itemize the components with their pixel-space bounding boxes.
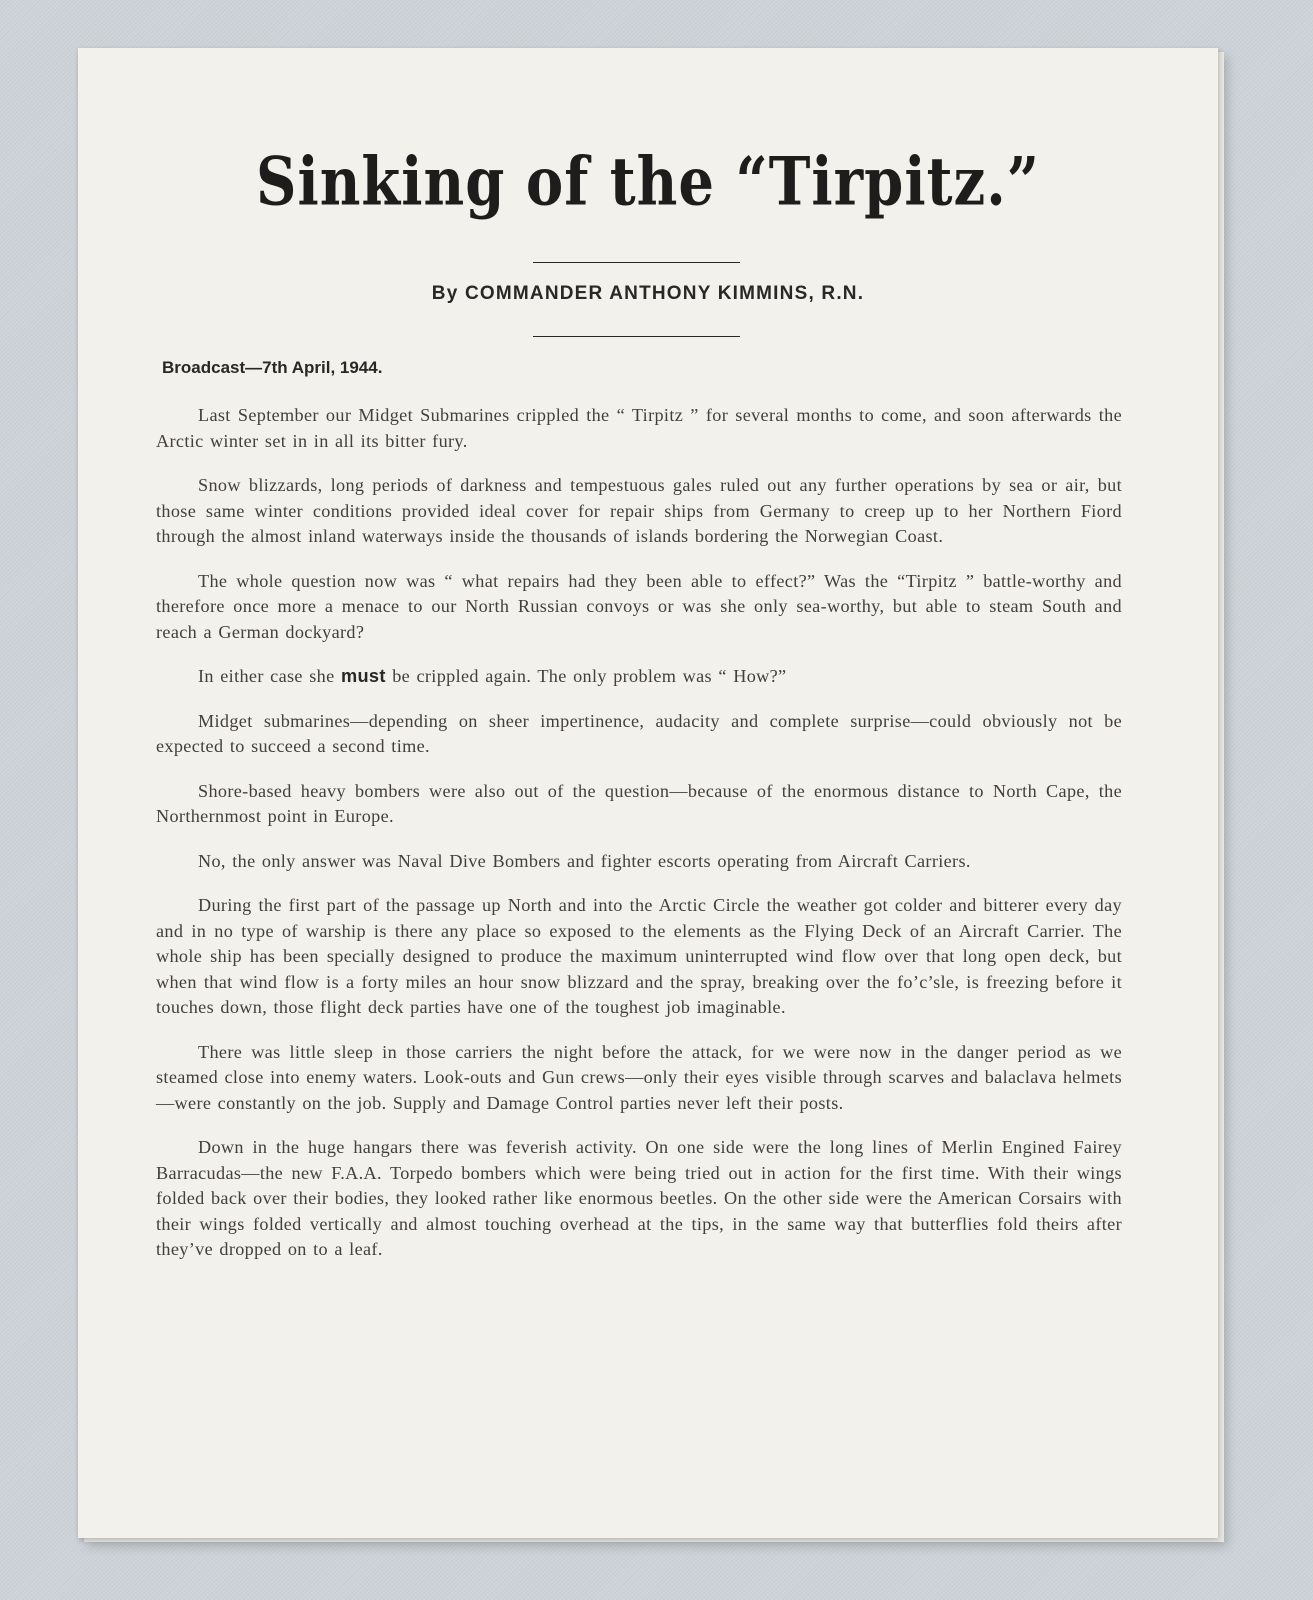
- author-byline: By COMMANDER ANTHONY KIMMINS, R.N.: [431, 283, 865, 304]
- paragraph-9: There was little sleep in those carriers the night before the attack, for we were now in the danger period as we steamed close into enemy waters. Look-outs and Gun crews—only their eyes visible through scarves and balaclava helmets—were constantly on the job. Supply and Damage Control parties never left their posts.: [156, 1041, 1122, 1113]
- paragraph-2: Snow blizzards, long periods of darkness and tempestuous gales ruled out any further operations by sea or air, but those same winter conditions provided ideal cover for repair ships from Germany to creep up to her Northern Fiord through the almost inland waterways inside the thousands of islands bordering the Norwegian Coast.: [156, 475, 1122, 546]
- paragraph-4: [156, 664, 1122, 690]
- document-page: [78, 48, 1218, 1538]
- document-title: Sinking of the “Tirpitz.”: [256, 143, 1040, 221]
- paragraph-1: Last September our Midget Submarines crippled the “ Tirpitz ” for several months to come, and soon afterwards the Arctic winter set in in all its bitter fury.: [156, 405, 1122, 451]
- paragraph-3: The whole question now was “ what repairs had they been able to effect?” Was the “Tirpitz ” battle-worthy and therefore once more a menace to our North Russian convoys or was she only sea-worthy, but able to steam South and reach a German dockyard?: [156, 570, 1122, 642]
- title-divider-bottom: [533, 336, 740, 337]
- broadcast-date: Broadcast—7th April, 1944.: [162, 358, 383, 377]
- document-body: [156, 403, 1122, 1282]
- paragraph-5: Midget submarines—depending on sheer impertinence, audacity and complete surprise—could obviously not be expected to succeed a second time.: [156, 710, 1122, 756]
- paragraph-8: During the first part of the passage up North and into the Arctic Circle the weather got colder and bitterer every day and in no type of warship is there any place so exposed to the elements as the Flying Deck of an Aircraft Carrier. The whole ship has been specially designed to produce the maximum uninterrupted wind flow over that long open deck, but when that wind flow is a forty miles an hour snow blizzard and the spray, breaking over the fo’c’sle, is freezing before it touches down, those flight deck parties have one of the toughest job imaginable.: [156, 895, 1122, 1017]
- title-divider-top: [533, 262, 740, 263]
- paragraph-4-before: In either case she: [198, 666, 341, 686]
- emphasis-must: must: [340, 666, 386, 686]
- paragraph-6: Shore-based heavy bombers were also out of the question—because of the enormous distance to North Cape, the Northernmost point in Europe.: [156, 780, 1122, 826]
- paragraph-4-after: be crippled again. The only problem was “ How?”: [385, 666, 787, 686]
- paragraph-7: No, the only answer was Naval Dive Bombers and fighter escorts operating from Aircraft Carriers.: [198, 850, 971, 871]
- paragraph-10: Down in the huge hangars there was feverish activity. On one side were the long lines of Merlin Engined Fairey Barracudas—the new F.A.A. Torpedo bombers which were being tried out in action for the first time. With their wings folded back over their bodies, they looked rather like enormous beetles. On the other side were the American Corsairs with their wings folded vertically and almost touching overhead at the tips, in the same way that butterflies fold theirs after they’ve dropped on to a leaf.: [156, 1137, 1122, 1259]
